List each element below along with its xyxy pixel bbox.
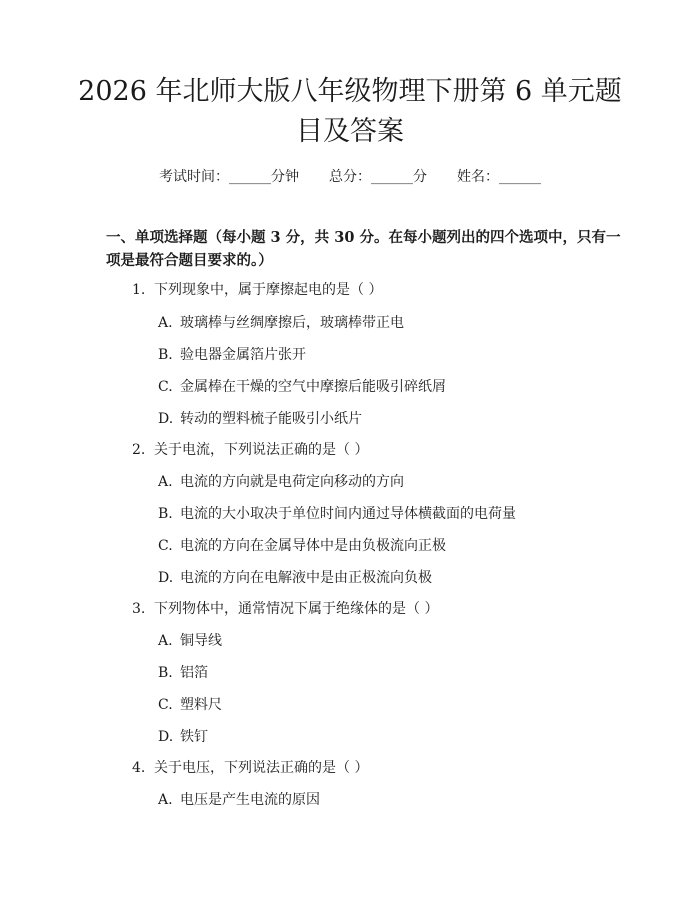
- answer-option: [158, 408, 362, 430]
- option-letter: C.: [158, 379, 173, 395]
- answer-option: [158, 726, 208, 748]
- question-stem: [132, 279, 382, 301]
- option-text: 电流的大小取决于单位时间内通过导体横截面的电荷量: [180, 506, 516, 522]
- answer-option: [158, 567, 432, 589]
- option-text: 玻璃棒与丝绸摩擦后，玻璃棒带正电: [180, 315, 404, 331]
- option-letter: D.: [158, 411, 174, 427]
- option-letter: D.: [158, 570, 174, 586]
- question-text: 下列现象中，属于摩擦起电的是（ ）: [154, 282, 383, 298]
- answer-option: [158, 471, 404, 493]
- question-stem: [132, 439, 368, 461]
- question-number: 1.: [132, 282, 146, 298]
- answer-option: [158, 376, 446, 398]
- section-heading: 一、单项选择题（每小题 3 分，共 30 分。在每小题列出的四个选项中，只有一项是最符合题目要求的。）: [106, 229, 621, 269]
- option-text: 电流的方向在电解液中是由正极流向负极: [180, 570, 432, 586]
- option-letter: A.: [158, 633, 173, 649]
- option-text: 铁钉: [180, 729, 208, 745]
- question-text: 关于电压，下列说法正确的是（ ）: [154, 760, 369, 776]
- answer-option: [158, 694, 222, 716]
- question-stem: [132, 757, 368, 779]
- document-title: 2026 年北师大版八年级物理下册第 6 单元题目及答案: [78, 76, 622, 147]
- option-text: 电流的方向在金属导体中是由负极流向正极: [180, 538, 446, 554]
- option-letter: B.: [158, 665, 173, 681]
- option-text: 电压是产生电流的原因: [180, 792, 320, 808]
- option-text: 铜导线: [180, 633, 222, 649]
- option-text: 金属棒在干燥的空气中摩擦后能吸引碎纸屑: [180, 379, 446, 395]
- answer-option: [158, 789, 320, 811]
- answer-option: [158, 535, 446, 557]
- question-text: 关于电流，下列说法正确的是（ ）: [154, 442, 369, 458]
- exam-time-field: 考试时间：______分钟: [159, 169, 299, 185]
- answer-option: [158, 630, 222, 652]
- answer-option: [158, 312, 404, 334]
- option-text: 塑料尺: [180, 697, 222, 713]
- question-number: 3.: [132, 601, 146, 617]
- option-text: 铝箔: [180, 665, 208, 681]
- total-score-field: 总分：______分: [329, 169, 427, 185]
- answer-option: [158, 662, 208, 684]
- option-letter: C.: [158, 538, 173, 554]
- answer-option: [158, 344, 306, 366]
- option-letter: D.: [158, 729, 174, 745]
- option-text: 验电器金属箔片张开: [180, 347, 306, 363]
- option-text: 电流的方向就是电荷定向移动的方向: [180, 474, 404, 490]
- answer-option: [158, 503, 516, 525]
- option-letter: B.: [158, 506, 173, 522]
- question-stem: [132, 598, 438, 620]
- question-number: 4.: [132, 760, 146, 776]
- option-letter: A.: [158, 792, 173, 808]
- question-text: 下列物体中，通常情况下属于绝缘体的是（ ）: [154, 601, 439, 617]
- option-letter: B.: [158, 347, 173, 363]
- option-text: 转动的塑料梳子能吸引小纸片: [180, 411, 362, 427]
- question-number: 2.: [132, 442, 146, 458]
- exam-info-line: [0, 166, 700, 188]
- student-name-field: 姓名：______: [457, 169, 541, 185]
- option-letter: A.: [158, 315, 173, 331]
- option-letter: A.: [158, 474, 173, 490]
- option-letter: C.: [158, 697, 173, 713]
